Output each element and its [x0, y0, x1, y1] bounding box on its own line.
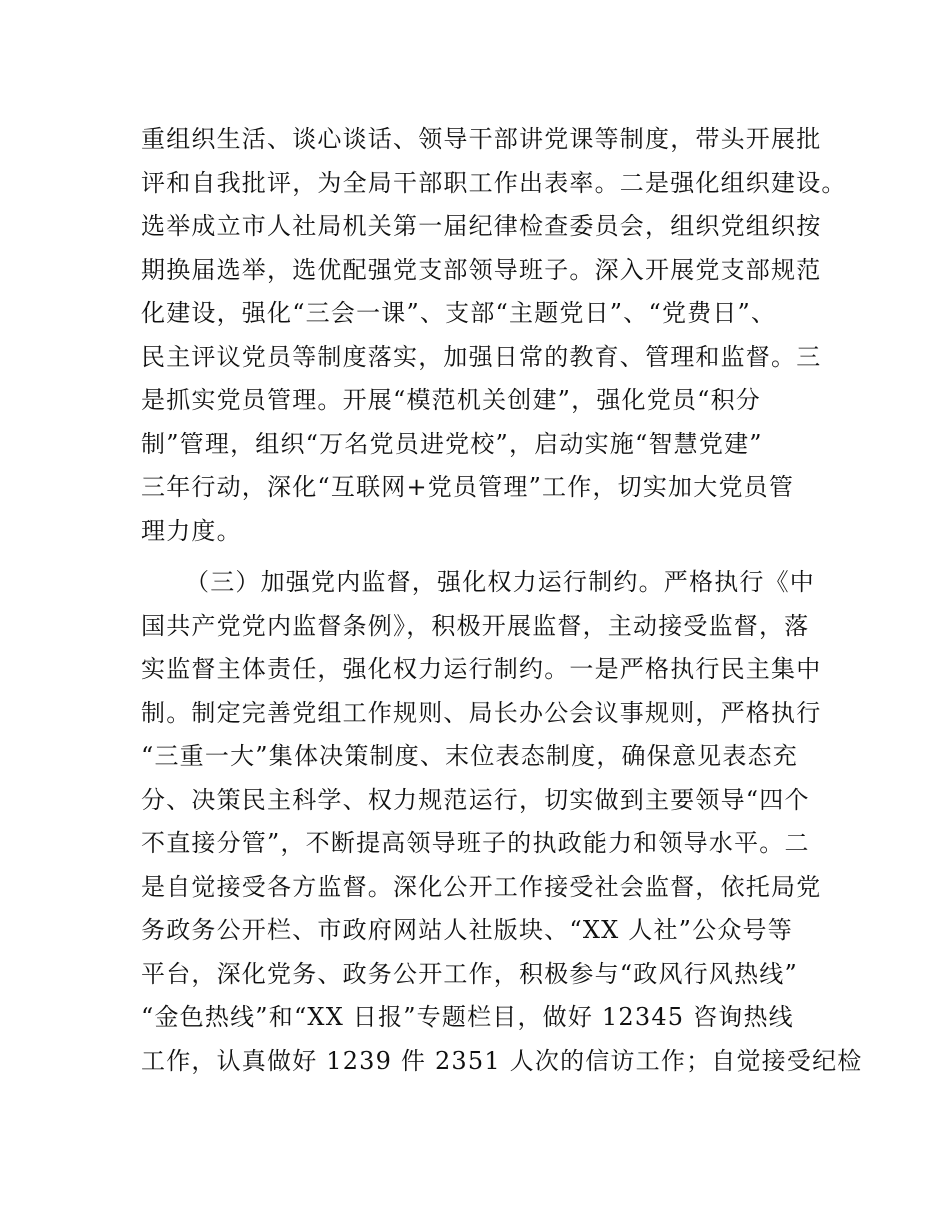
text-line: 不直接分管”，不断提高领导班子的执政能力和领导水平。二: [141, 829, 810, 857]
text-line: “金色热线”和“XX 日报”专题栏目，做好 12345 咨询热线: [141, 1003, 794, 1031]
text-line: 是自觉接受各方监督。深化公开工作接受社会监督，依托局党: [141, 872, 822, 901]
text-line: 期换届选举，选优配强党支部领导班子。深入开展党支部规范: [141, 255, 822, 284]
text-line: 评和自我批评，为全局干部职工作出表率。二是强化组织建设。: [141, 168, 847, 197]
text-line: 制。制定完善党组工作规则、局长办公会议事规则，严格执行: [141, 698, 822, 727]
text-line: 民主评议党员等制度落实，加强日常的教育、管理和监督。三: [141, 342, 822, 371]
text-line: 化建设，强化“三会一课”、支部“主题党日”、“党费日”、: [141, 299, 777, 327]
text-line: 平台，深化党务、政务公开工作，积极参与“政风行风热线”: [141, 959, 798, 988]
text-line: 实监督主体责任，强化权力运行制约。一是严格执行民主集中: [141, 655, 822, 683]
text-line: 国共产党党内监督条例》，积极开展监督，主动接受监督，落: [141, 611, 810, 640]
text-line: 工作，认真做好 1239 件 2351 人次的信访工作；自觉接受纪检: [141, 1046, 863, 1075]
text-line: 制”管理，组织“万名党员进党校”，启动实施“智慧党建”: [141, 429, 763, 458]
text-line: 是抓实党员管理。开展“模范机关创建”，强化党员“积分: [141, 386, 762, 414]
paragraph-party-organization: [141, 118, 847, 553]
section-heading-line: （三）加强党内监督，强化权力运行制约。严格执行《中: [185, 568, 815, 596]
paragraph-internal-supervision: [141, 561, 863, 1083]
text-line: 理力度。: [141, 516, 242, 545]
text-line: “三重一大”集体决策制度、末位表态制度，确保意见表态充: [141, 742, 798, 770]
text-line: 选举成立市人社局机关第一届纪律检查委员会，组织党组织按: [141, 212, 822, 240]
text-line: 三年行动，深化“互联网+党员管理”工作，切实加大党员管: [141, 473, 795, 501]
text-line: 分、决策民主科学、权力规范运行，切实做到主要领导“四个: [141, 785, 810, 814]
text-line: 务政务公开栏、市政府网站人社版块、“XX 人社”公众号等: [141, 916, 793, 944]
text-line: 重组织生活、谈心谈话、领导干部讲党课等制度，带头开展批: [141, 125, 822, 153]
